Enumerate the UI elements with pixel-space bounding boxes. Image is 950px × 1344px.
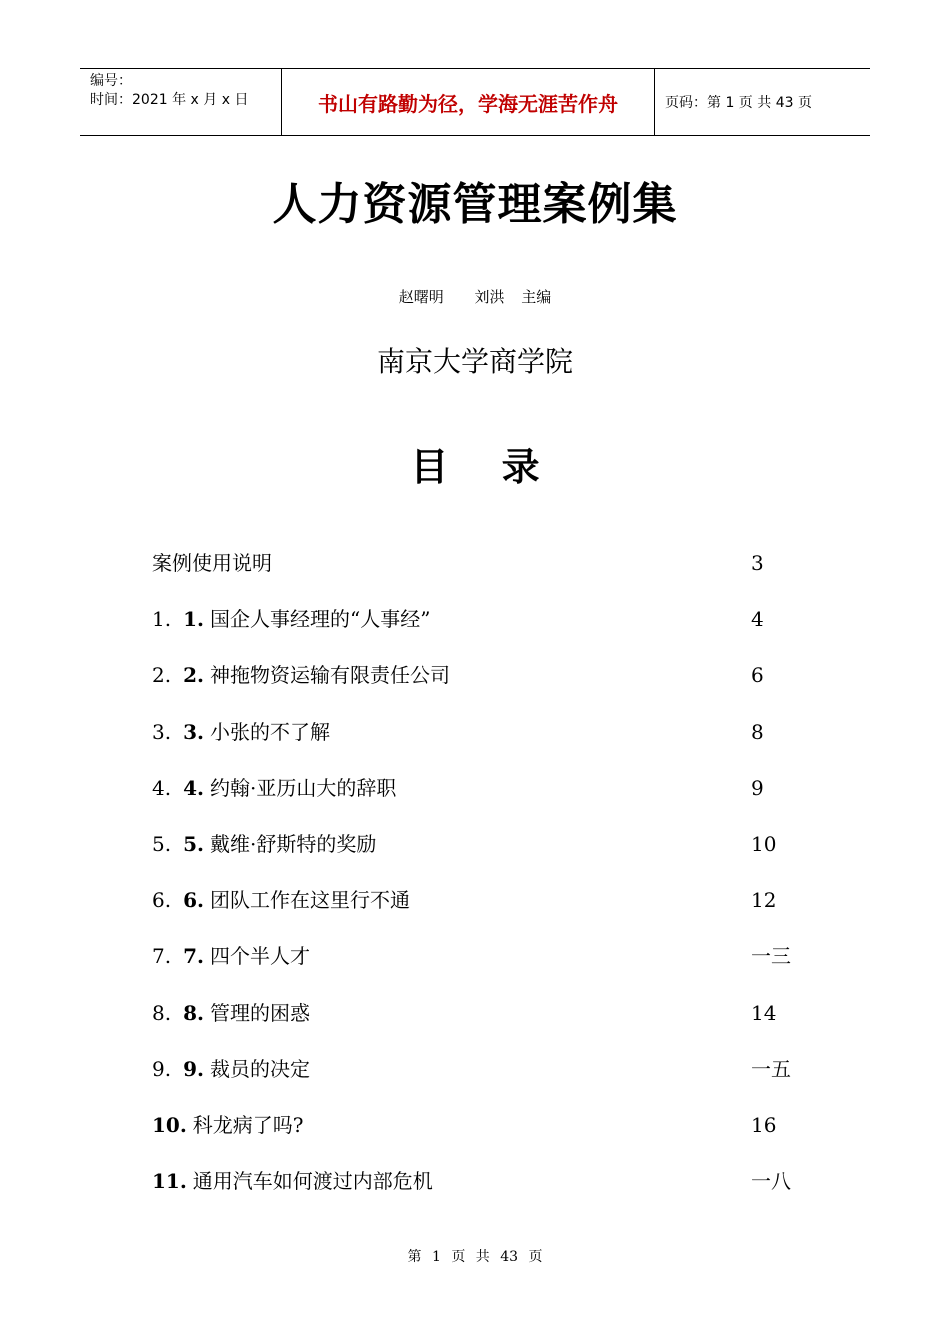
toc-entry-label — [152, 770, 396, 806]
toc-entry[interactable] — [152, 545, 852, 601]
toc-entry-label — [152, 714, 330, 750]
toc-entry-title: 通用汽车如何渡过内部危机 — [192, 1169, 433, 1194]
toc-entry-page: 16 — [751, 1112, 777, 1137]
toc-list-number: 2. — [152, 663, 172, 688]
toc-entry-page: 12 — [751, 888, 777, 913]
toc-entry[interactable] — [152, 657, 852, 713]
toc-entry-title: 神拖物资运输有限责任公司 — [209, 663, 450, 688]
toc-list-number: 8. — [152, 1000, 172, 1025]
footer-page-word: 页 — [451, 1249, 466, 1265]
toc-list-number: 1. — [152, 607, 172, 632]
editor-name-2: 刘洪 — [474, 288, 505, 306]
toc-entry-title: 四个半人才 — [209, 944, 310, 969]
toc-entry-page: 一五 — [751, 1056, 791, 1081]
toc-entry-title: 约翰·亚历山大的辞职 — [209, 775, 397, 800]
toc-entry[interactable] — [152, 938, 852, 994]
header-time-label: 时间：2021 年 x 月 x 日 — [90, 92, 249, 108]
toc-heading: 目 录 — [410, 445, 560, 489]
toc-entry-label — [152, 545, 272, 581]
header-info-cell — [80, 69, 281, 135]
toc-entry-page: 3 — [751, 551, 764, 575]
toc-entry-page: 6 — [751, 663, 764, 688]
editor-name-1: 赵曙明 — [398, 288, 444, 306]
toc-entry-title: 国企人事经理的“人事经” — [209, 607, 431, 632]
editor-role: 主编 — [521, 288, 552, 306]
toc-entry[interactable] — [152, 1163, 852, 1219]
footer-current-page: 1 — [431, 1249, 441, 1265]
toc-entry-title: 裁员的决定 — [209, 1056, 310, 1081]
toc-entry-label — [152, 1163, 433, 1199]
toc-entry-page: 8 — [751, 719, 764, 744]
toc-entry-title: 管理的困惑 — [209, 1000, 310, 1025]
toc-entry-title: 戴维·舒斯特的奖励 — [209, 831, 377, 856]
footer-prefix: 第 — [407, 1249, 422, 1265]
toc-entry-page: 14 — [751, 1000, 777, 1025]
toc-entry-title: 小张的不了解 — [209, 719, 330, 744]
toc-case-number: 2. — [183, 663, 204, 688]
toc-case-number: 11. — [152, 1169, 187, 1194]
toc-case-number: 10. — [152, 1112, 187, 1137]
toc-list-number: 3. — [152, 719, 172, 744]
footer-total-prefix: 共 — [475, 1249, 490, 1265]
toc-entry-label — [152, 882, 410, 918]
header-number-label: 编号： — [90, 73, 132, 89]
toc-entry-title: 案例使用说明 — [152, 551, 272, 575]
toc-case-number: 3. — [183, 719, 204, 744]
toc-entry-page: 9 — [751, 775, 764, 800]
toc-entry[interactable] — [152, 826, 852, 882]
document-title: 人力资源管理案例集 — [272, 179, 678, 230]
toc-entry[interactable] — [152, 995, 852, 1051]
header-page-info: 页码：第 1 页 共 43 页 — [665, 95, 812, 111]
toc-case-number: 1. — [183, 607, 204, 632]
school-name: 南京大学商学院 — [376, 345, 573, 378]
toc-entry[interactable] — [152, 714, 852, 770]
toc-entry-page: 4 — [751, 607, 764, 632]
page-footer — [0, 1246, 950, 1266]
footer-suffix: 页 — [528, 1249, 543, 1265]
editors-line — [0, 286, 950, 307]
toc-entry-label — [152, 826, 376, 862]
toc-case-number: 6. — [183, 888, 204, 913]
toc-entry-page: 10 — [751, 831, 777, 856]
toc-list-number: 6. — [152, 888, 172, 913]
toc-list-number: 9. — [152, 1056, 172, 1081]
toc-entry-label — [152, 938, 310, 974]
toc-entry-label — [152, 995, 310, 1031]
toc-list-number: 4. — [152, 775, 172, 800]
toc-entry[interactable] — [152, 1051, 852, 1107]
toc-entry-label — [152, 601, 430, 637]
header-motto: 书山有路勤为径，学海无涯苦作舟 — [281, 69, 655, 135]
toc-list-number: 7. — [152, 944, 172, 969]
toc-entry[interactable] — [152, 882, 852, 938]
toc-case-number: 5. — [183, 831, 204, 856]
toc-case-number: 9. — [183, 1056, 204, 1081]
table-of-contents — [152, 545, 852, 1219]
toc-case-number: 7. — [183, 944, 204, 969]
toc-list-number: 5. — [152, 831, 172, 856]
toc-entry-title: 科龙病了吗? — [192, 1112, 304, 1137]
toc-entry[interactable] — [152, 1107, 852, 1163]
toc-entry-label — [152, 1051, 310, 1087]
toc-entry-page: 一三 — [751, 944, 791, 969]
toc-entry[interactable] — [152, 601, 852, 657]
toc-case-number: 8. — [183, 1000, 204, 1025]
toc-entry-label — [152, 1107, 304, 1143]
toc-case-number: 4. — [183, 775, 204, 800]
page-header — [80, 68, 870, 136]
toc-entry[interactable] — [152, 770, 852, 826]
toc-entry-page: 一八 — [751, 1169, 791, 1194]
toc-entry-title: 团队工作在这里行不通 — [209, 888, 410, 913]
footer-total-pages: 43 — [500, 1249, 519, 1265]
toc-entry-label — [152, 657, 450, 693]
